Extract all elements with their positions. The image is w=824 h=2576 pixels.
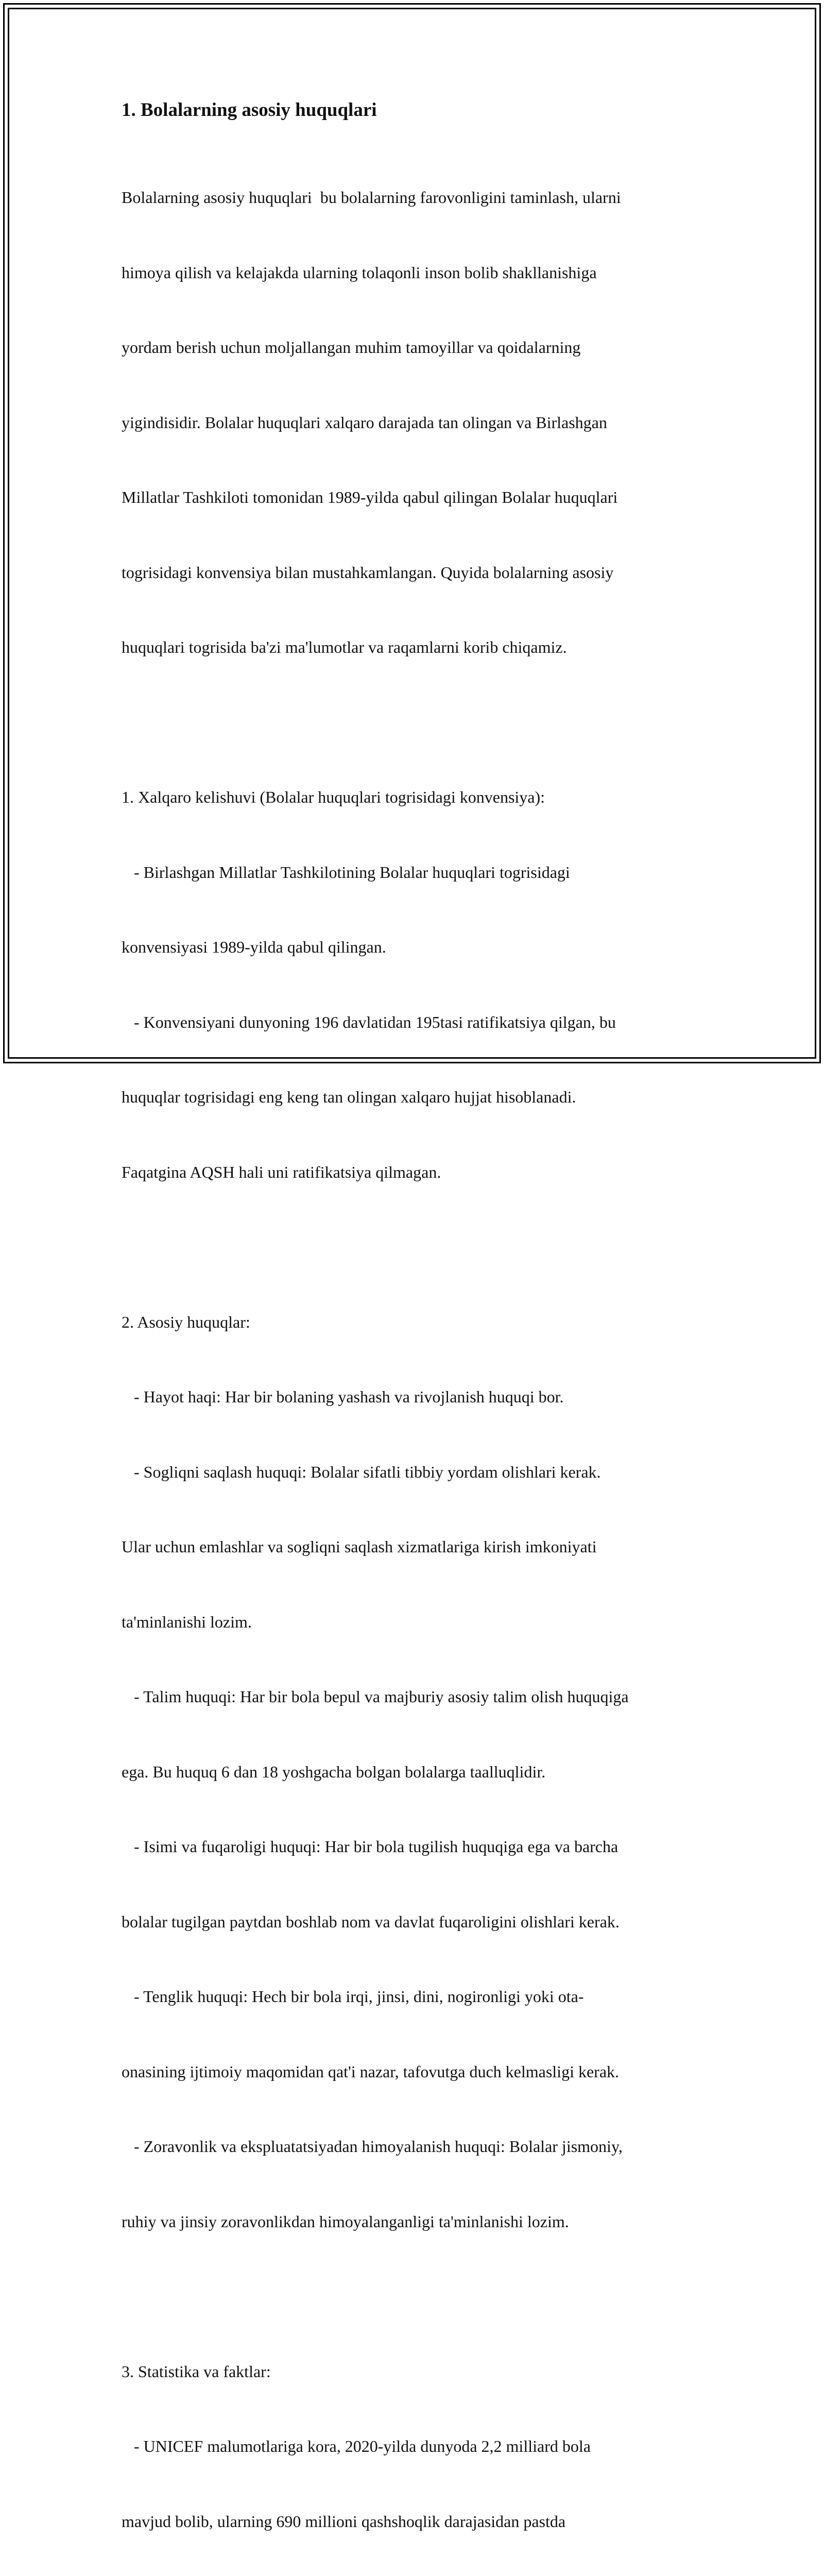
text-line: ta'minlanishi lozim. xyxy=(122,1609,714,1635)
intro-paragraph xyxy=(122,135,714,710)
text-line: - UNICEF malumotlariga kora, 2020-yilda dunyoda 2,2 milliard bola xyxy=(122,2434,714,2459)
text-line: - Hayot haqi: Har bir bolaning yashash va rivojlanish huquqi bor. xyxy=(122,1384,714,1410)
text-line: - Tenglik huquqi: Hech bir bola irqi, jinsi, dini, nogironligi yoki ota- xyxy=(122,1984,714,2009)
section-title: 2. Asosiy huquqlar: xyxy=(122,1310,714,1335)
text-line: Ular uchun emlashlar va sogliqni saqlash xizmatlariga kirish imkoniyati xyxy=(122,1534,714,1560)
text-line: - Isimi va fuqaroligi huquqi: Har bir bola tugilish huquqiga ega va barcha xyxy=(122,1834,714,1859)
paragraph-spacer xyxy=(122,1234,714,1260)
text-line: - Birlashgan Millatlar Tashkilotining Bolalar huquqlari togrisidagi xyxy=(122,860,714,885)
section-heading: 1. Bolalarning asosiy huquqlari xyxy=(122,96,714,125)
text-line: - Zoravonlik va ekspluatatsiyadan himoyalanish huquqi: Bolalar jismoniy, xyxy=(122,2134,714,2159)
text-line: - Talim huquqi: Har bir bola bepul va majburiy asosiy talim olish huquqiga xyxy=(122,1684,714,1709)
section-basic-rights xyxy=(122,1260,714,2284)
section-title: 1. Xalqaro kelishuvi (Bolalar huquqlari togrisidagi konvensiya): xyxy=(122,785,714,810)
text-line: - Konvensiyani dunyoning 196 davlatidan 195tasi ratifikatsiya qilgan, bu xyxy=(122,1010,714,1035)
paragraph-spacer xyxy=(122,2284,714,2309)
text-line: mavjud bolib, ularning 690 millioni qashshoqlik darajasidan pastda xyxy=(122,2509,714,2534)
text-line: Faqatgina AQSH hali uni ratifikatsiya qilmagan. xyxy=(122,1160,714,1185)
text-line: onasining ijtimoiy maqomidan qat'i nazar, tafovutga duch kelmasligi kerak. xyxy=(122,2059,714,2084)
text-line: ega. Bu huquq 6 dan 18 yoshgacha bolgan bolalarga taalluqlidir. xyxy=(122,1759,714,1785)
text-line: togrisidagi konvensiya bilan mustahkamlangan. Quyida bolalarning asosiy xyxy=(122,560,714,585)
text-line: huquqlari togrisida ba'zi ma'lumotlar va raqamlarni korib chiqamiz. xyxy=(122,635,714,660)
text-line: Bolalarning asosiy huquqlari bu bolalarning farovonligini taminlash, ularni xyxy=(122,185,714,210)
text-line: konvensiyasi 1989-yilda qabul qilingan. xyxy=(122,935,714,960)
paragraph-spacer xyxy=(122,710,714,735)
text-line: ruhiy va jinsiy zoravonlikdan himoyalanganligi ta'minlanishi lozim. xyxy=(122,2209,714,2234)
section-statistics xyxy=(122,2309,714,2576)
text-line: bolalar tugilgan paytdan boshlab nom va davlat fuqaroligini olishlari kerak. xyxy=(122,1909,714,1935)
text-line: huquqlar togrisidagi eng keng tan olingan xalqaro hujjat hisoblanadi. xyxy=(122,1084,714,1110)
text-line: - Sogliqni saqlash huquqi: Bolalar sifatli tibbiy yordam olishlari kerak. xyxy=(122,1460,714,1485)
section-international-agreement xyxy=(122,735,714,1234)
document-body xyxy=(122,96,714,2576)
text-line: yigindisidir. Bolalar huquqlari xalqaro darajada tan olingan va Birlashgan xyxy=(122,410,714,435)
text-line: yordam berish uchun moljallangan muhim tamoyillar va qoidalarning xyxy=(122,335,714,360)
text-line: himoya qilish va kelajakda ularning tolaqonli inson bolib shakllanishiga xyxy=(122,260,714,285)
text-line: Millatlar Tashkiloti tomonidan 1989-yilda qabul qilingan Bolalar huquqlari xyxy=(122,485,714,510)
section-title: 3. Statistika va faktlar: xyxy=(122,2359,714,2384)
